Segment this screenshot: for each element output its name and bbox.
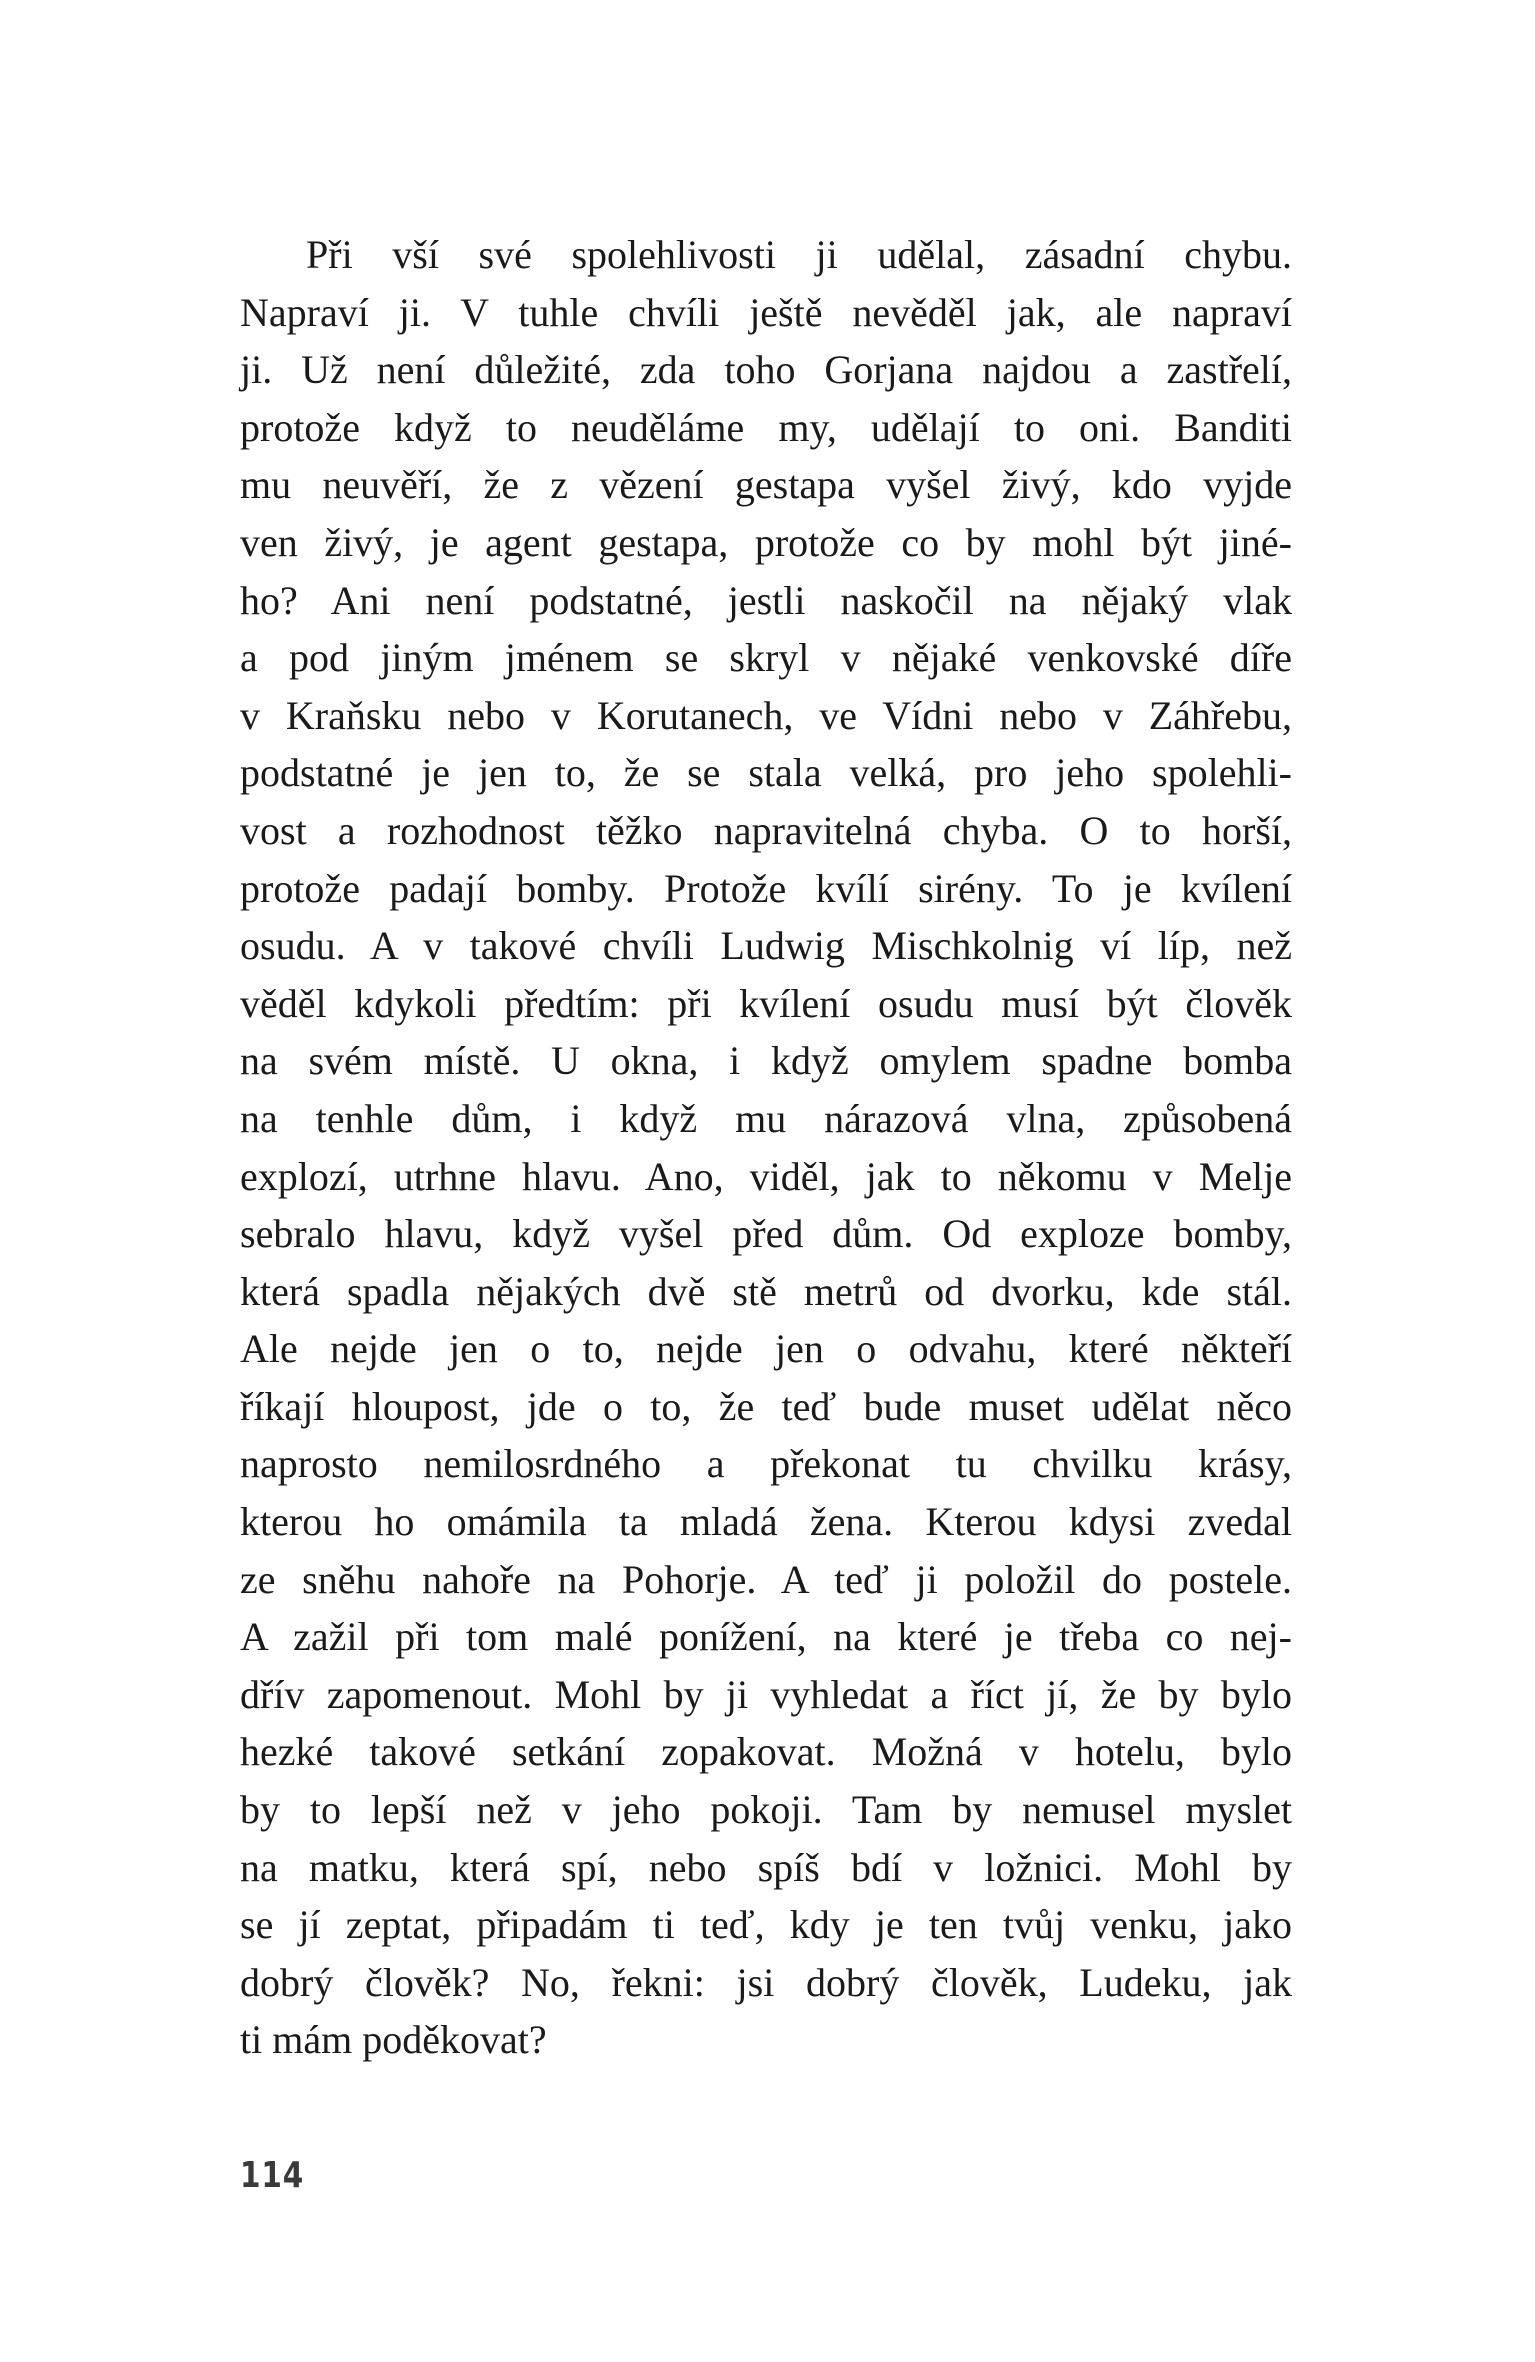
- text-line: a pod jiným jménem se skryl v nějaké venkovské díře: [240, 635, 1292, 681]
- text-line: Napraví ji. V tuhle chvíli ještě nevěděl jak, ale napraví: [240, 289, 1292, 335]
- text-line: ti mám poděkovat?: [240, 2017, 547, 2063]
- text-line: ji. Už není důležité, zda toho Gorjana najdou a zastřelí,: [240, 347, 1292, 393]
- text-line: kterou ho omámila ta mladá žena. Kterou kdysi zvedal: [240, 1499, 1292, 1545]
- text-line: která spadla nějakých dvě stě metrů od dvorku, kde stál.: [240, 1268, 1292, 1314]
- text-line: věděl kdykoli předtím: při kvílení osudu musí být člověk: [240, 980, 1292, 1026]
- page-number: 114: [240, 2155, 305, 2196]
- text-line: na tenhle dům, i když mu nárazová vlna, způsobená: [240, 1095, 1292, 1141]
- text-line: protože když to neuděláme my, udělají to oni. Banditi: [240, 404, 1292, 450]
- text-line: A zažil při tom malé ponížení, na které je třeba co nej-: [240, 1614, 1292, 1660]
- text-line: ven živý, je agent gestapa, protože co by mohl být jiné-: [240, 519, 1292, 565]
- text-line: dřív zapomenout. Mohl by ji vyhledat a říct jí, že by bylo: [240, 1671, 1292, 1717]
- text-line: Ale nejde jen o to, nejde jen o odvahu, které někteří: [240, 1326, 1292, 1372]
- text-line: na svém místě. U okna, i když omylem spadne bomba: [240, 1038, 1292, 1084]
- text-line: dobrý člověk? No, řekni: jsi dobrý člověk, Ludeku, jak: [240, 1959, 1292, 2005]
- text-line: explozí, utrhne hlavu. Ano, viděl, jak to někomu v Melje: [240, 1153, 1292, 1199]
- text-line: na matku, která spí, nebo spíš bdí v ložnici. Mohl by: [240, 1844, 1292, 1890]
- text-line: říkají hloupost, jde o to, že teď bude muset udělat něco: [240, 1383, 1292, 1429]
- text-line: osudu. A v takové chvíli Ludwig Mischkolnig ví líp, než: [240, 923, 1292, 969]
- text-line: hezké takové setkání zopakovat. Možná v hotelu, bylo: [240, 1729, 1292, 1775]
- text-line: v Kraňsku nebo v Korutanech, ve Vídni nebo v Záhřebu,: [240, 692, 1292, 738]
- text-line: protože padají bomby. Protože kvílí sirény. To je kvílení: [240, 865, 1292, 911]
- text-line: ze sněhu nahoře na Pohorje. A teď ji položil do postele.: [240, 1556, 1292, 1602]
- text-line: se jí zeptat, připadám ti teď, kdy je ten tvůj venku, jako: [240, 1902, 1292, 1948]
- text-line: sebralo hlavu, když vyšel před dům. Od exploze bomby,: [240, 1211, 1292, 1257]
- text-line: mu neuvěří, že z vězení gestapa vyšel živý, kdo vyjde: [240, 462, 1292, 508]
- body-paragraph: [240, 226, 1292, 2069]
- text-line: podstatné je jen to, že se stala velká, pro jeho spolehli-: [240, 750, 1292, 796]
- text-line: by to lepší než v jeho pokoji. Tam by nemusel myslet: [240, 1787, 1292, 1833]
- text-line: Při vší své spolehlivosti ji udělal, zásadní chybu.: [306, 232, 1292, 277]
- text-line: naprosto nemilosrdného a překonat tu chvilku krásy,: [240, 1441, 1292, 1487]
- text-line: ho? Ani není podstatné, jestli naskočil na nějaký vlak: [240, 577, 1292, 623]
- text-line: vost a rozhodnost těžko napravitelná chyba. O to horší,: [240, 807, 1292, 853]
